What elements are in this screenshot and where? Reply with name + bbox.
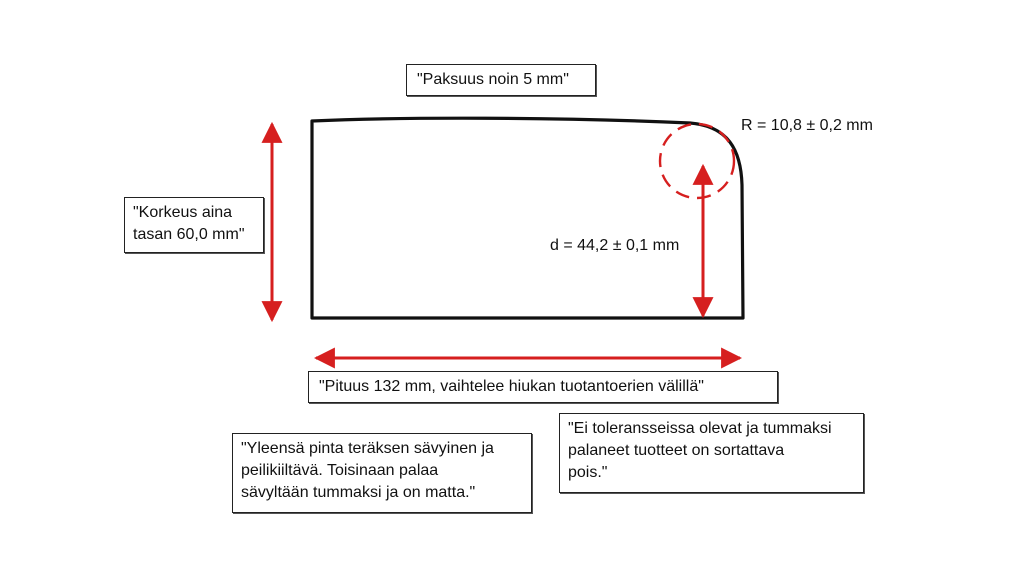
length-note: "Pituus 132 mm, vaihtelee hiukan tuotantoerien välillä" (308, 371, 778, 403)
part-outline (312, 118, 743, 318)
radius-circle (660, 124, 734, 198)
tolerance-note: "Ei toleransseissa olevat ja tummaksi palaneet tuotteet on sortattava pois." (559, 413, 864, 493)
distance-label: d = 44,2 ± 0,1 mm (550, 237, 680, 254)
thickness-note: "Paksuus noin 5 mm" (406, 64, 596, 96)
height-note: "Korkeus aina tasan 60,0 mm" (124, 197, 264, 253)
surface-note: "Yleensä pinta teräksen sävyinen ja peilikiiltävä. Toisinaan palaa sävyltään tummaksi ja on matta." (232, 433, 532, 513)
radius-label: R = 10,8 ± 0,2 mm (741, 117, 873, 134)
